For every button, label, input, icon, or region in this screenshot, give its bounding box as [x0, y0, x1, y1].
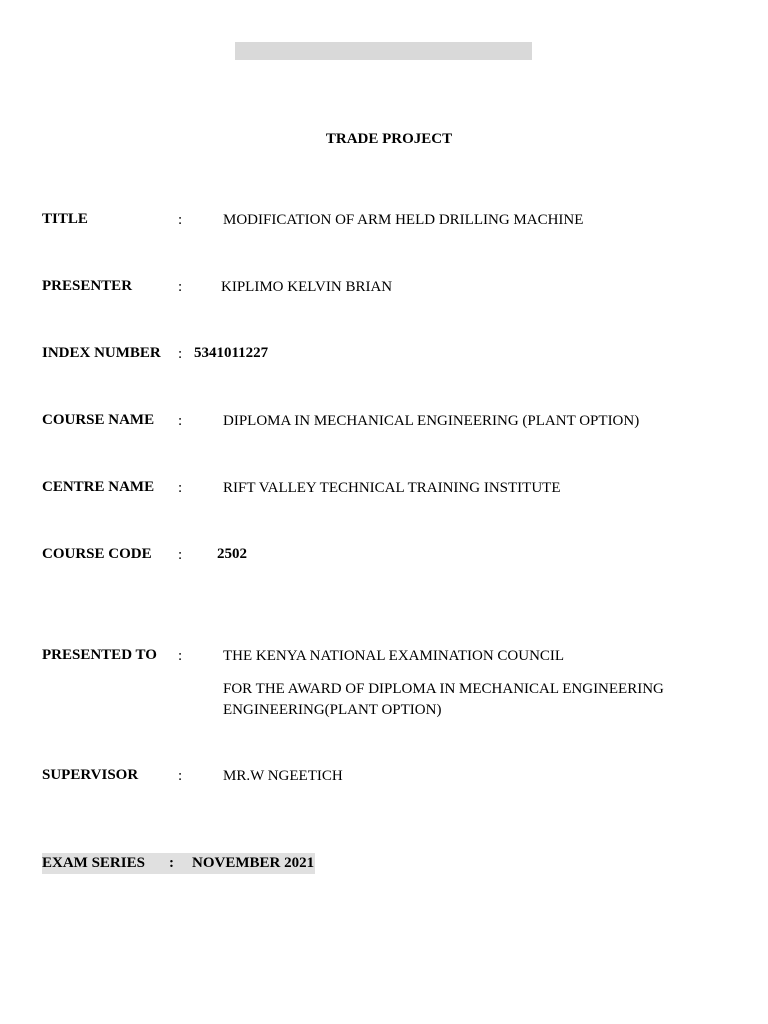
- exam-series-row: [42, 853, 315, 874]
- course-name-colon: :: [178, 413, 183, 429]
- index-number-value: 5341011227: [194, 345, 269, 361]
- title-value: MODIFICATION OF ARM HELD DRILLING MACHINE: [223, 212, 584, 228]
- header-redaction-bar: [235, 42, 532, 60]
- course-code-value: 2502: [217, 546, 247, 562]
- supervisor-label: SUPERVISOR: [42, 767, 139, 783]
- presented-to-label: PRESENTED TO: [42, 647, 157, 663]
- exam-series-colon: :: [169, 855, 174, 871]
- supervisor-value: MR.W NGEETICH: [223, 768, 343, 784]
- presenter-label: PRESENTER: [42, 278, 133, 294]
- supervisor-colon: :: [178, 768, 183, 784]
- presenter-value: KIPLIMO KELVIN BRIAN: [221, 279, 393, 295]
- index-number-label: INDEX NUMBER: [42, 345, 161, 361]
- presented-to-value-line1: THE KENYA NATIONAL EXAMINATION COUNCIL: [223, 648, 565, 664]
- course-name-value: DIPLOMA IN MECHANICAL ENGINEERING (PLANT OPTION): [223, 413, 640, 429]
- centre-name-value: RIFT VALLEY TECHNICAL TRAINING INSTITUTE: [223, 480, 561, 496]
- document-heading: TRADE PROJECT: [325, 131, 453, 147]
- exam-series-label: EXAM SERIES: [42, 855, 145, 871]
- course-name-label: COURSE NAME: [42, 412, 155, 428]
- centre-name-label: CENTRE NAME: [42, 479, 155, 495]
- course-code-label: COURSE CODE: [42, 546, 152, 562]
- presenter-colon: :: [178, 279, 183, 295]
- presented-to-value-line2: FOR THE AWARD OF DIPLOMA IN MECHANICAL ENGINEERING ENGINEERING(PLANT OPTION): [223, 681, 664, 718]
- title-label: TITLE: [42, 211, 88, 227]
- presented-to-colon: :: [178, 648, 183, 664]
- title-colon: :: [178, 212, 183, 228]
- index-number-colon: :: [178, 346, 183, 362]
- exam-series-value: NOVEMBER 2021: [192, 855, 315, 871]
- course-code-colon: :: [178, 547, 183, 563]
- centre-name-colon: :: [178, 480, 183, 496]
